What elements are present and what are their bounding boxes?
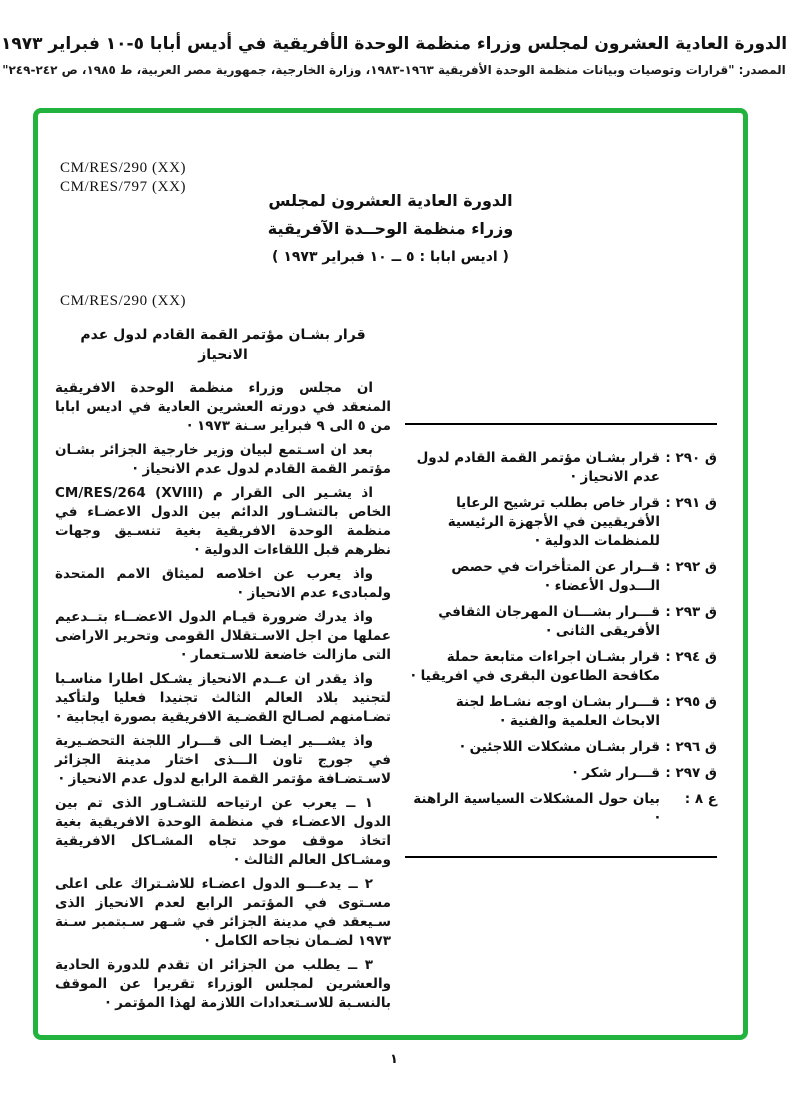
session-title-line2: وزراء منظمة الوحــدة الآفريقية	[267, 219, 514, 238]
session-title	[38, 191, 743, 267]
resolution-title: قرار بشـان مؤتمر القمة القادم لدول عدم الانحياز	[80, 327, 366, 363]
list-item	[405, 603, 717, 641]
resolution-paragraph: بعد ان اسـتمع لبيان وزير خارجية الجزائر بشـان مؤتمر القمة القادم لدول عدم الانحياز ·	[55, 442, 391, 477]
list-item-text: قـــرار بشـان اوجه نشـاط لجنة الابحاث العلمية والفنية ·	[455, 694, 660, 729]
list-item-number: ق ٢٩٦ :	[665, 739, 717, 755]
ref-cm-res-797: CM/RES/797 (XX)	[60, 179, 187, 195]
resolution-paragraph: واذ يدرك ضرورة قيـام الدول الاعضــاء بتــدعيم عملها من اجل الاسـتقلال القومى وتحرير الاراضى التى مازالت خاضعة للاسـتعمار ·	[55, 609, 391, 663]
session-title-line3: ( اديس ابابا : ٥ ــ ١٠ فبراير ١٩٧٣ )	[272, 249, 509, 265]
list-item-text: قرار بشـان مشكلات اللاجئين ·	[459, 739, 660, 755]
resolution-paragraph: ان مجلس وزراء منظمة الوحدة الافريقية المنعقد في دورته العشرين العادية في اديس ابابا من ٥ الى ٩ فبراير سـنة ١٩٧٣ ·	[55, 380, 391, 434]
resolution-paragraph: ١ ــ يعرب عن ارتياحه للتشـاور الذى تم بين الدول الاعضـاء في منظمة الوحدة الافريقية بغية اتخاذ موقف موحد تجاه المشـاكل الافريقية ومشـاكل العالم الثالث ·	[55, 795, 391, 868]
session-title-line1: الدورة العادية العشرون لمجلس	[268, 191, 513, 210]
header-title: الدورة العادية العشرون لمجلس وزراء منظمة الوحدة الأفريقية في أديس أبابا ٥-١٠ فبراير ١٩٧٣	[0, 34, 788, 54]
ref-cm-res-290: CM/RES/290 (XX)	[60, 160, 187, 176]
header-source-line: المصدر: "قرارات وتوصيات وبيانات منظمة الوحدة الأفريقية ١٩٦٣-١٩٨٣، وزارة الخارجية، جمهورية مصر العربية، ط ١٩٨٥، ص ٢٤٢-٢٤٩"	[2, 63, 786, 77]
list-item-text: قرار بشـان اجراءات متابعة حملة مكافحة الطاعون البقرى في افريقيا ·	[410, 649, 660, 684]
list-item-number: ق ٢٩٢ :	[665, 559, 717, 575]
resolution-paragraph: واذ يشـــير ايضـا الى قـــرار اللجنة التحضـيرية في جورج تاون الـــذى اختار مدينة الجزائر لاسـتضـافة مؤتمر القمة الرابع لدول عدم الانحياز ·	[55, 733, 391, 787]
resolution-paragraph: واذ يقدر ان عــدم الانحياز يشـكل اطارا مناسـبا لتجنيد بلاد العالم الثالث تجنيدا فعليا ولتأكيد تضـامنهم لصـالح القضـية الافريقية بصورة ايجابية ·	[55, 671, 391, 725]
resolution-paragraph: واذ يعرب عن اخلاصه لميثاق الامم المتحدة ولمبادىء عدم الانحياز ·	[55, 566, 391, 601]
list-item-number: ع ٨ :	[684, 791, 717, 807]
list-item-text: قـــرار بشـــان المهرجان الثقافي الأفريقى الثانى ·	[438, 604, 660, 639]
resolution-ref: CM/RES/290 (XX)	[60, 293, 187, 309]
list-item-number: ق ٢٩٤ :	[665, 649, 717, 665]
list-item-text: قرار بشـان مؤتمر القمة القادم لدول عدم الانحياز ·	[416, 450, 660, 485]
resolution-paragraph: ٢ ــ يدعـــو الدول اعضـاء للاشـتراك على اعلى مسـتوى في المؤتمر الرابع لعدم الانحياز الذى سـيعقد في مدينة الجزائر في شـهر سـبتمبر سـنة ١٩٧٣ لضـمان نجاحه الكامل ·	[55, 876, 391, 949]
resolution-paragraph: ٣ ــ يطلب من الجزائر ان تقدم للدورة الحادية والعشرين لمجلس الوزراء تقريرا عن الموقف بالنسـبة للاسـتعدادات اللازمة لهذا المؤتمر ·	[55, 957, 391, 1011]
list-item-text: قــرار عن المتأخرات في حصص الـــدول الأعضاء ·	[451, 559, 660, 594]
list-item-number: ق ٢٩١ :	[665, 495, 717, 511]
resolution-paragraph: اذ يشـير الى القرار م CM/RES/264 (XVIII) الخاص بالتشـاور الدائم بين الدول الاعضـاء في منظمة الوحدة الافريقية بغية تنسـيق وجهات نظرهم قبل اللقاءات الدولية ·	[55, 485, 391, 558]
list-item	[405, 693, 717, 731]
list-item-number: ق ٢٩٧ :	[665, 765, 717, 781]
resolution-body	[55, 325, 391, 1018]
list-item	[405, 790, 717, 828]
list-item-text: قـــرار شكر ·	[572, 765, 660, 781]
page-number: ١	[390, 1052, 398, 1067]
list-item-number: ق ٢٩٣ :	[665, 604, 717, 620]
list-item-text: بيان حول المشكلات السياسية الراهنة ·	[413, 791, 660, 826]
resolutions-list	[405, 423, 717, 858]
list-item	[405, 558, 717, 596]
list-item	[405, 449, 717, 487]
document-frame	[33, 108, 748, 1040]
list-item	[405, 764, 717, 783]
list-item-number: ق ٢٩٠ :	[665, 450, 717, 466]
list-item-text: قرار خاص بطلب ترشيح الرعايا الأفريقيين في الأجهزة الرئيسية للمنظمات الدولية ·	[447, 495, 660, 549]
list-bottom-rule	[405, 856, 717, 858]
list-item	[405, 738, 717, 757]
list-item	[405, 648, 717, 686]
list-top-rule	[405, 423, 717, 425]
document-header	[0, 34, 788, 77]
list-item-number: ق ٢٩٥ :	[665, 694, 717, 710]
list-item	[405, 494, 717, 551]
